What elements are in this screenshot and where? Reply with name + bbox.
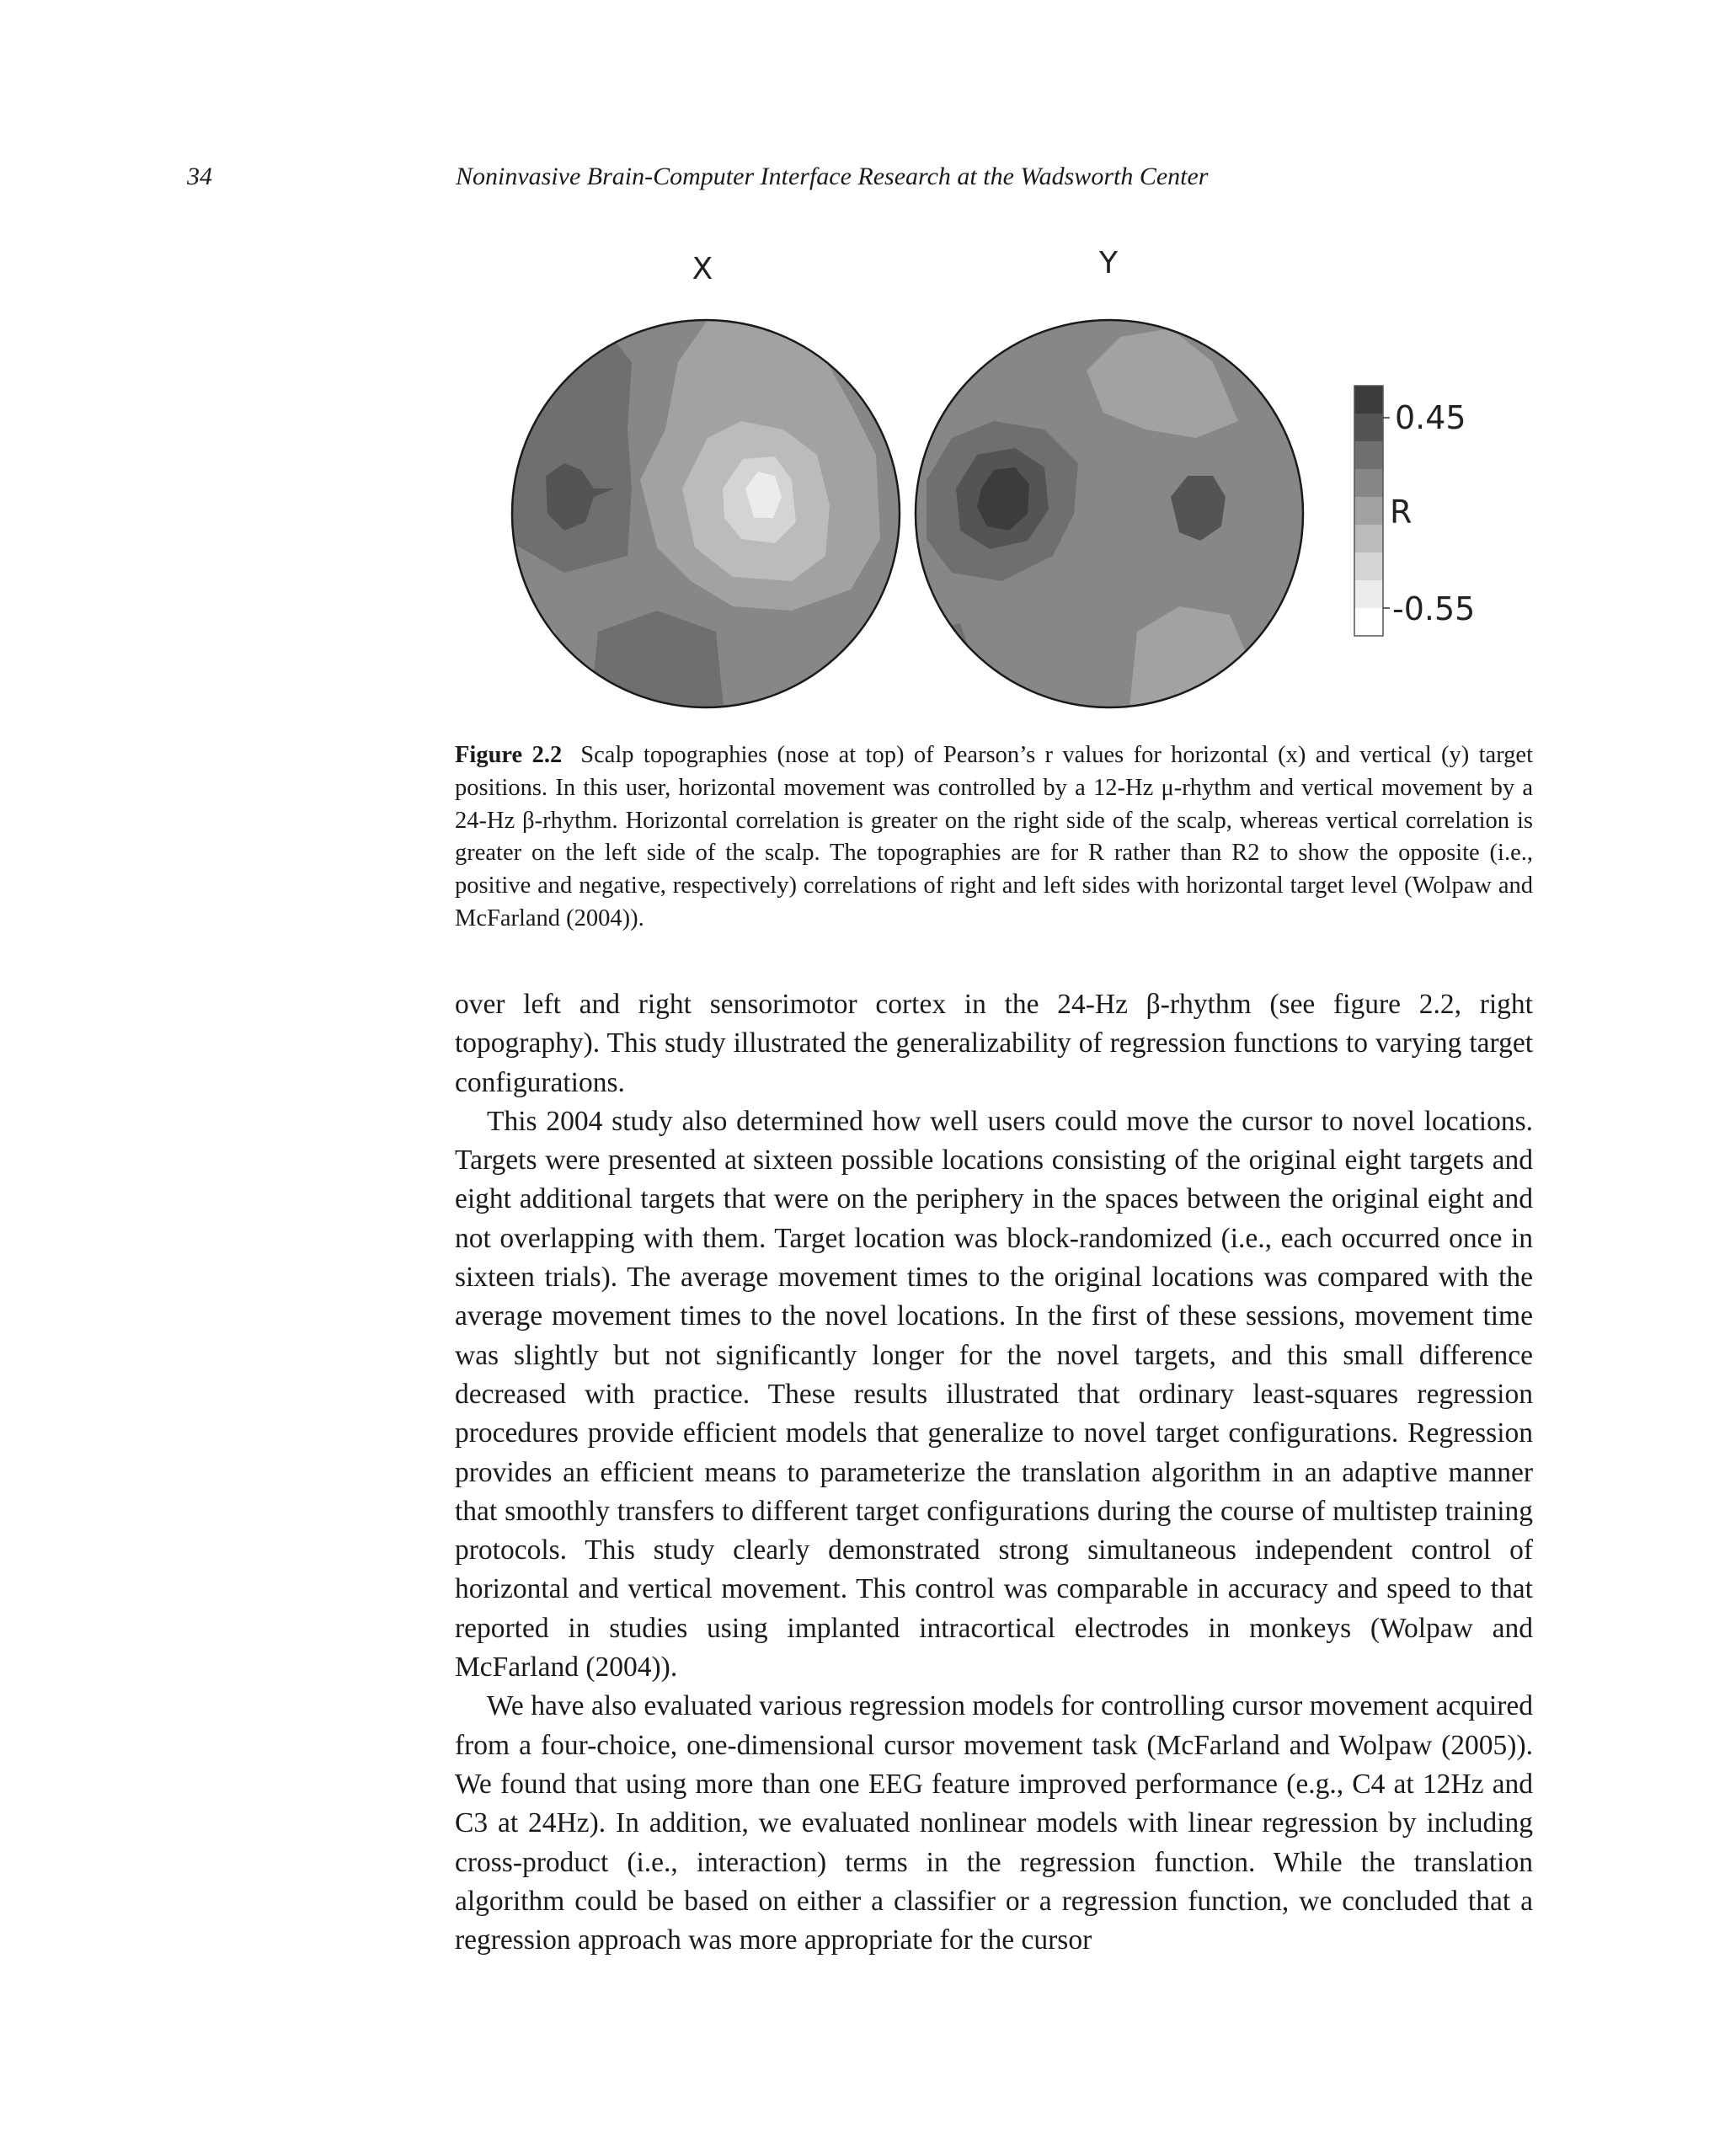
topography-x [505,312,910,716]
running-title: Noninvasive Brain-Computer Interface Research at the Wadsworth Center [456,163,1209,190]
running-head [0,163,1725,196]
body-text [455,985,1533,1960]
panel-label-y: Y [1099,246,1118,280]
colorbar-mid-label: R [1390,494,1413,531]
paragraph: We have also evaluated various regression models for controlling cursor movement acquired from a four-choice, one-dimensional cursor movement task (McFarland and Wolpaw (2005)). We found that using more than one EEG feature improved performance (e.g., C4 at 12Hz and C3 at 24Hz). In addition, we evaluated nonlinear models with linear regression by including cross-product (i.e., interaction) terms in the regression function. While the translation algorithm could be based on either a classifier or a regression function, we concluded that a regression approach was more appropriate for the cursor [455,1690,1533,1956]
topography-y [910,312,1314,716]
page-number: 34 [187,163,212,190]
topography-figure [455,236,1533,733]
paragraph: over left and right sensorimotor cortex in the 24-Hz β-rhythm (see figure 2.2, right topography). This study illustrated the generalizability of regression functions to varying target configurations. [455,989,1533,1098]
caption-text: Scalp topographies (nose at top) of Pearson’s r values for horizontal (x) and vertical (y) target positions. In this user, horizontal movement was controlled by a 12-Hz μ-rhythm and vertical movement by a 24-Hz β-rhythm. Horizontal correlation is greater on the right side of the scalp, whereas vertical correlation is greater on the left side of the scalp. The topographies are for R rather than R2 to show the opposite (i.e., positive and negative, respectively) correlations of right and left sides with horizontal target level (Wolpaw and McFarland (2004)). [455,742,1533,931]
paragraph: This 2004 study also determined how well users could move the cursor to novel locations. Targets were presented at sixteen possible locations consisting of the original eight targets and eight additional targets that were on the periphery in the spaces between the original eight and not overlapping with them. Target location was block-randomized (i.e., each occurred once in sixteen trials). The average movement times to the original locations was compared with the average movement times to the novel locations. In the first of these sessions, movement time was slightly but not significantly longer for the novel targets, and this small difference decreased with practice. These results illustrated that ordinary least-squares regression procedures provide efficient models that generalize to novel target configurations. Regression provides an efficient means to parameterize the translation algorithm in an adaptive manner that smoothly transfers to different target configurations during the course of multistep training protocols. This study clearly demonstrated strong simultaneous independent control of horizontal and vertical movement. This control was comparable in accuracy and speed to that reported in studies using implanted intracortical electrodes in monkeys (Wolpaw and McFarland (2004)). [455,1105,1533,1684]
panel-label-x: X [692,252,713,286]
colorbar-min-label: -0.55 [1392,590,1476,627]
figure-2-2 [455,236,1533,733]
figure-label: Figure 2.2 [455,742,563,768]
colorbar-max-label: 0.45 [1395,399,1466,436]
figure-caption [455,739,1533,936]
colorbar [1354,386,1390,636]
